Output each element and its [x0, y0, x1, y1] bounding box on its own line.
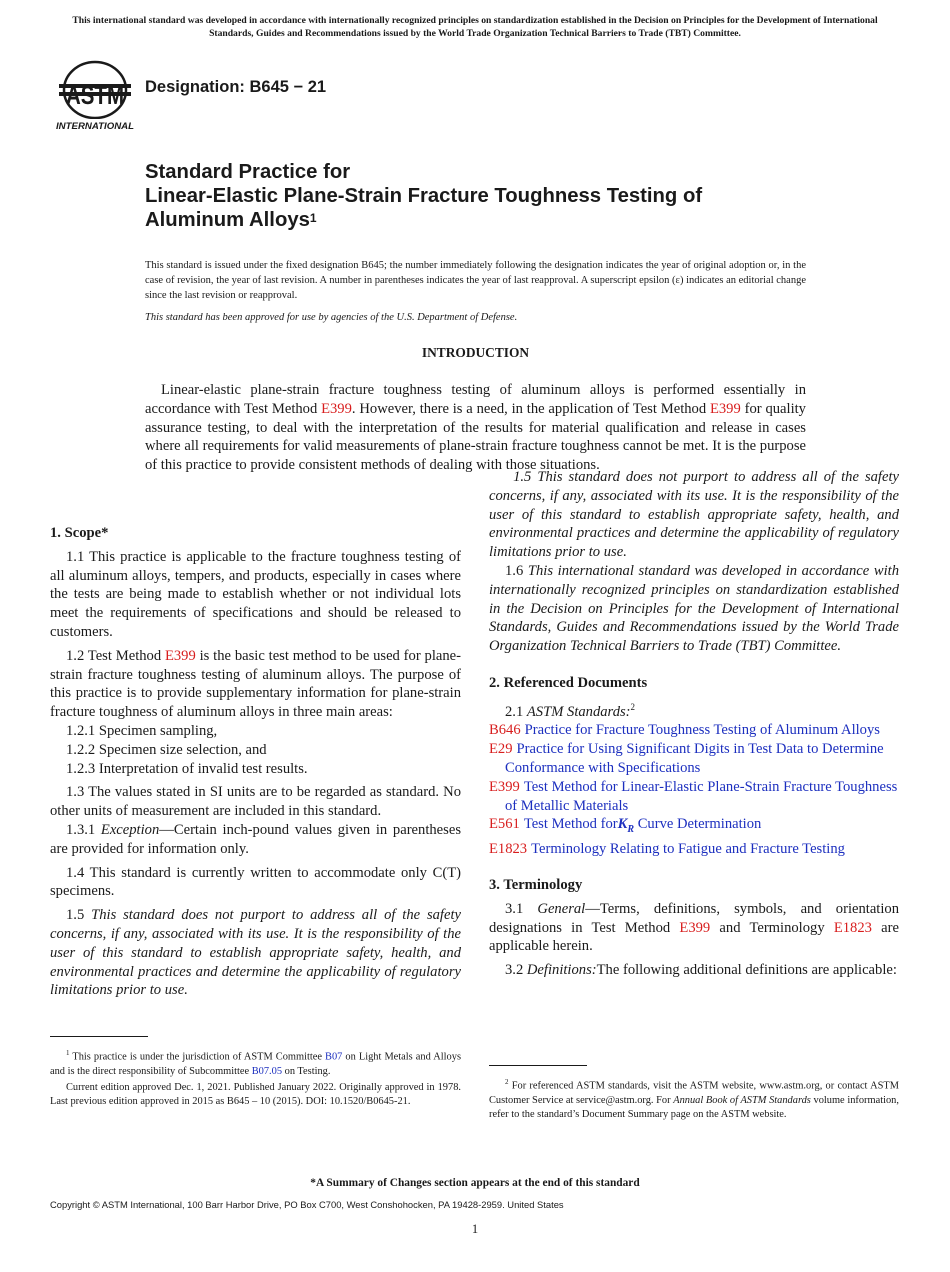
- logo-letters: ASTM: [66, 80, 124, 110]
- e561-title-pre: Test Method for: [523, 816, 618, 833]
- s1-2-text-b: is the basic test method to be used for plane-strain fracture toughness testing of aluminum alloys. The purpose of this practice is to provide supplementary information for plane-strain fracture toughness of aluminum alloys in three main areas:: [50, 647, 461, 721]
- ref-des-e561[interactable]: E561: [489, 816, 520, 833]
- section-1-5: [50, 906, 461, 999]
- title-line-2: Linear-Elastic Plane-Strain Fracture Toughness Testing of: [145, 185, 703, 207]
- footnotes-left: [50, 1046, 461, 1109]
- intro-text-2: . However, there is a need, in the application of Test Method: [351, 400, 710, 417]
- ref-item-e1823[interactable]: [489, 840, 899, 859]
- ref-title-b646[interactable]: Practice for Fracture Toughness Testing of Aluminum Alloys: [524, 722, 880, 739]
- fn1-link-b07[interactable]: B07: [325, 1051, 343, 1063]
- ref-title-e399[interactable]: Test Method for Linear-Elastic Plane-Strain Fracture Toughness of Metallic Materials: [505, 778, 898, 814]
- ref-title-e561[interactable]: [523, 816, 762, 836]
- footnote-1-edition: Current edition approved Dec. 1, 2021. Published January 2022. Originally approved in 1978. Last previous edition approved in 2015 as B645 – 10 (2015). DOI: 10.1520/B0645-21.: [50, 1081, 461, 1108]
- s3-1-em: General: [537, 900, 586, 917]
- footnote-2: [489, 1075, 899, 1122]
- fn2-text-a: For referenced ASTM standards, visit the ASTM website, www.astm.org, or contact ASTM Customer Service at service@astm.org. For: [489, 1080, 899, 1106]
- intro-link-e399-2[interactable]: E399: [709, 400, 741, 417]
- e561-title-post: Curve Determination: [634, 816, 762, 833]
- footnote-1: [50, 1046, 461, 1079]
- introduction-paragraph: [145, 381, 806, 475]
- footnotes-right: [489, 1075, 899, 1122]
- footnote-2-num: 2: [505, 1078, 509, 1086]
- s2-1-num: 2.1: [505, 703, 527, 720]
- s3-1-link-e399[interactable]: E399: [679, 919, 711, 936]
- s1-5-continued-em: 1.5 This standard does not purport to address all of the safety concerns, if any, associated with its use. It is the responsibility of the user of this standard to establish appropriate safety, health, and environmental practices and determine the applicability of regulatory limitations prior to use.: [489, 469, 899, 561]
- section-1-2-2: 1.2.2 Specimen size selection, and: [66, 741, 267, 758]
- ref-title-e29[interactable]: Practice for Using Significant Digits in Test Data to Determine Conformance with Specifications: [505, 741, 884, 777]
- designation: Designation: B645 − 21: [145, 78, 327, 96]
- approved-note: This standard has been approved for use by agencies of the U.S. Department of Defense.: [145, 312, 518, 323]
- issued-note: This standard is issued under the fixed designation B645; the number immediately following the designation indicates the year of original adoption or, in the case of revision, the year of last revision. A number in parentheses indicates the year of last reapproval. A superscript epsilon (ε) indicates an editorial change since the last revision or reapproval.: [145, 260, 806, 301]
- title-line-3: [145, 208, 845, 232]
- right-column: [489, 469, 900, 980]
- ref-item-e399[interactable]: [489, 778, 899, 816]
- title-line-3-text: Aluminum Alloys: [145, 209, 310, 231]
- title-line-1: Standard Practice for: [145, 161, 351, 183]
- ref-item-e561[interactable]: [489, 815, 899, 840]
- s3-1-text-c: are applicable herein.: [489, 919, 899, 955]
- ref-des-b646[interactable]: B646: [489, 722, 521, 739]
- section-1-1: 1.1 This practice is applicable to the fracture toughness testing of all aluminum alloys, tempers, and products, especially in cases where the tests are being made to establish whether or not individual lots meet the requirements of specifications and should be released to customers.: [50, 548, 461, 640]
- s1-2-text-a: 1.2 Test Method: [66, 647, 165, 664]
- section-2-1: [489, 698, 899, 722]
- fn1-link-b0705[interactable]: B07.05: [251, 1065, 283, 1077]
- ref-des-e1823[interactable]: E1823: [489, 841, 528, 858]
- referenced-heading: 2. Referenced Documents: [489, 674, 648, 691]
- ref-item-b646[interactable]: [489, 721, 899, 740]
- terminology-heading: 3. Terminology: [489, 876, 583, 893]
- left-column: [50, 524, 461, 999]
- s1-3-1-em: Exception: [100, 821, 160, 838]
- section-1-2-3: 1.2.3 Interpretation of invalid test results.: [66, 760, 308, 777]
- section-1-4: 1.4 This standard is currently written to accommodate only C(T) specimens.: [50, 864, 461, 900]
- s3-2-rest: The following additional definitions are applicable:: [596, 962, 897, 979]
- fn2-text-b: volume information, refer to the standard’s Document Summary page on the ASTM website.: [489, 1094, 899, 1120]
- s1-6-em: This international standard was developed in accordance with internationally recognized principles on standardization established in the Decision on Principles for the Development of International Standards, Guides and Recommendations issued by the World Trade Organization Technical Barriers to Trade (TBT) Committee.: [489, 563, 900, 655]
- s1-3-1-num: 1.3.1: [66, 821, 101, 838]
- ref-des-e399[interactable]: E399: [489, 778, 520, 795]
- s3-1-text-b: and Terminology: [710, 919, 834, 936]
- s3-2-em: Definitions:: [526, 962, 597, 979]
- scope-heading: 1. Scope*: [50, 525, 109, 541]
- section-1-2: [50, 647, 461, 722]
- section-1-5-continued: [489, 469, 899, 562]
- section-3-1: [489, 900, 899, 956]
- s3-2-num: 3.2: [505, 962, 527, 979]
- s1-5-num: 1.5: [66, 907, 92, 924]
- intro-link-e399-1[interactable]: E399: [321, 400, 352, 417]
- s1-5-em: This standard does not purport to address all of the safety concerns, if any, associated with its use. It is the responsibility of the user of this standard to establish appropriate safety, health, and environmental practices and determine the applicability of regulatory limitations prior to use.: [50, 907, 461, 999]
- section-1-3: 1.3 The values stated in SI units are to be regarded as standard. No other units of measurement are included in this standard.: [50, 784, 461, 820]
- ref-title-e1823[interactable]: Terminology Relating to Fatigue and Fracture Testing: [531, 841, 845, 858]
- ref-des-e29[interactable]: E29: [489, 741, 513, 758]
- s3-1-text-a: —Terms, definitions, symbols, and orientation designations in Test Method: [489, 900, 900, 936]
- s1-3-1-rest: —Certain inch-pound values given in parentheses are provided for information only.: [50, 821, 461, 857]
- summary-of-changes-note: *A Summary of Changes section appears at the end of this standard: [310, 1177, 640, 1189]
- document-title: [145, 160, 845, 232]
- ref-item-e29[interactable]: [489, 740, 899, 778]
- footnote-rule-left: [50, 1036, 148, 1037]
- section-1-2-1: 1.2.1 Specimen sampling,: [66, 722, 218, 739]
- s3-1-num: 3.1: [505, 900, 538, 917]
- astm-logo: [55, 58, 135, 133]
- footnote-rule-right: [489, 1065, 587, 1066]
- tbt-notice: This international standard was developed in accordance with internationally recognized principles on standardization established in the Decision on Principles for the Development of International Standards, Guides and Recommendations issued by the World Trade Organization Technical Barriers to Trade (TBT) Committee.: [72, 15, 878, 39]
- footnote-1-num: 1: [66, 1049, 70, 1057]
- page-number: 1: [471, 1222, 479, 1236]
- intro-text-1: Linear-elastic plane-strain fracture toughness testing of aluminum alloys is performed essentially in accordance with Test Method: [145, 382, 806, 417]
- fn2-em: Annual Book of ASTM Standards: [673, 1094, 811, 1106]
- fn1-text-c: on Testing.: [282, 1065, 331, 1077]
- introduction-heading: INTRODUCTION: [421, 345, 530, 360]
- astm-logo-icon: [55, 58, 135, 133]
- intro-text-3: for quality assurance testing, to deal with the interpretation of the results for material qualification and release in cases where all requirements for valid measurements of plane-strain fracture toughness cannot be met. It is the purpose of this practice to provide consistent methods of dealing with those situations.: [145, 400, 806, 474]
- s3-1-link-e1823[interactable]: E1823: [833, 919, 872, 936]
- s1-6-num: 1.6: [505, 563, 528, 579]
- e561-title-symbol: K: [617, 816, 628, 833]
- logo-org: INTERNATIONAL: [56, 121, 134, 131]
- title-footnote-ref[interactable]: 1: [309, 211, 317, 225]
- e561-title-subscript: R: [627, 824, 635, 836]
- section-1-6: [489, 562, 899, 656]
- fn1-text-b: on Light Metals and Alloys and is the direct responsibility of Subcommittee: [50, 1051, 461, 1077]
- s2-1-footnote-ref[interactable]: 2: [630, 701, 636, 712]
- fn1-text-a: This practice is under the jurisdiction of ASTM Committee: [69, 1051, 326, 1063]
- s2-1-em: ASTM Standards:: [526, 703, 631, 720]
- section-3-2: [489, 961, 899, 980]
- s1-2-link-e399[interactable]: E399: [164, 647, 196, 664]
- copyright-line: Copyright © ASTM International, 100 Barr Harbor Drive, PO Box C700, West Conshohocken, PA 19428-2959. United States: [50, 1199, 564, 1210]
- section-1-3-1: [50, 821, 461, 859]
